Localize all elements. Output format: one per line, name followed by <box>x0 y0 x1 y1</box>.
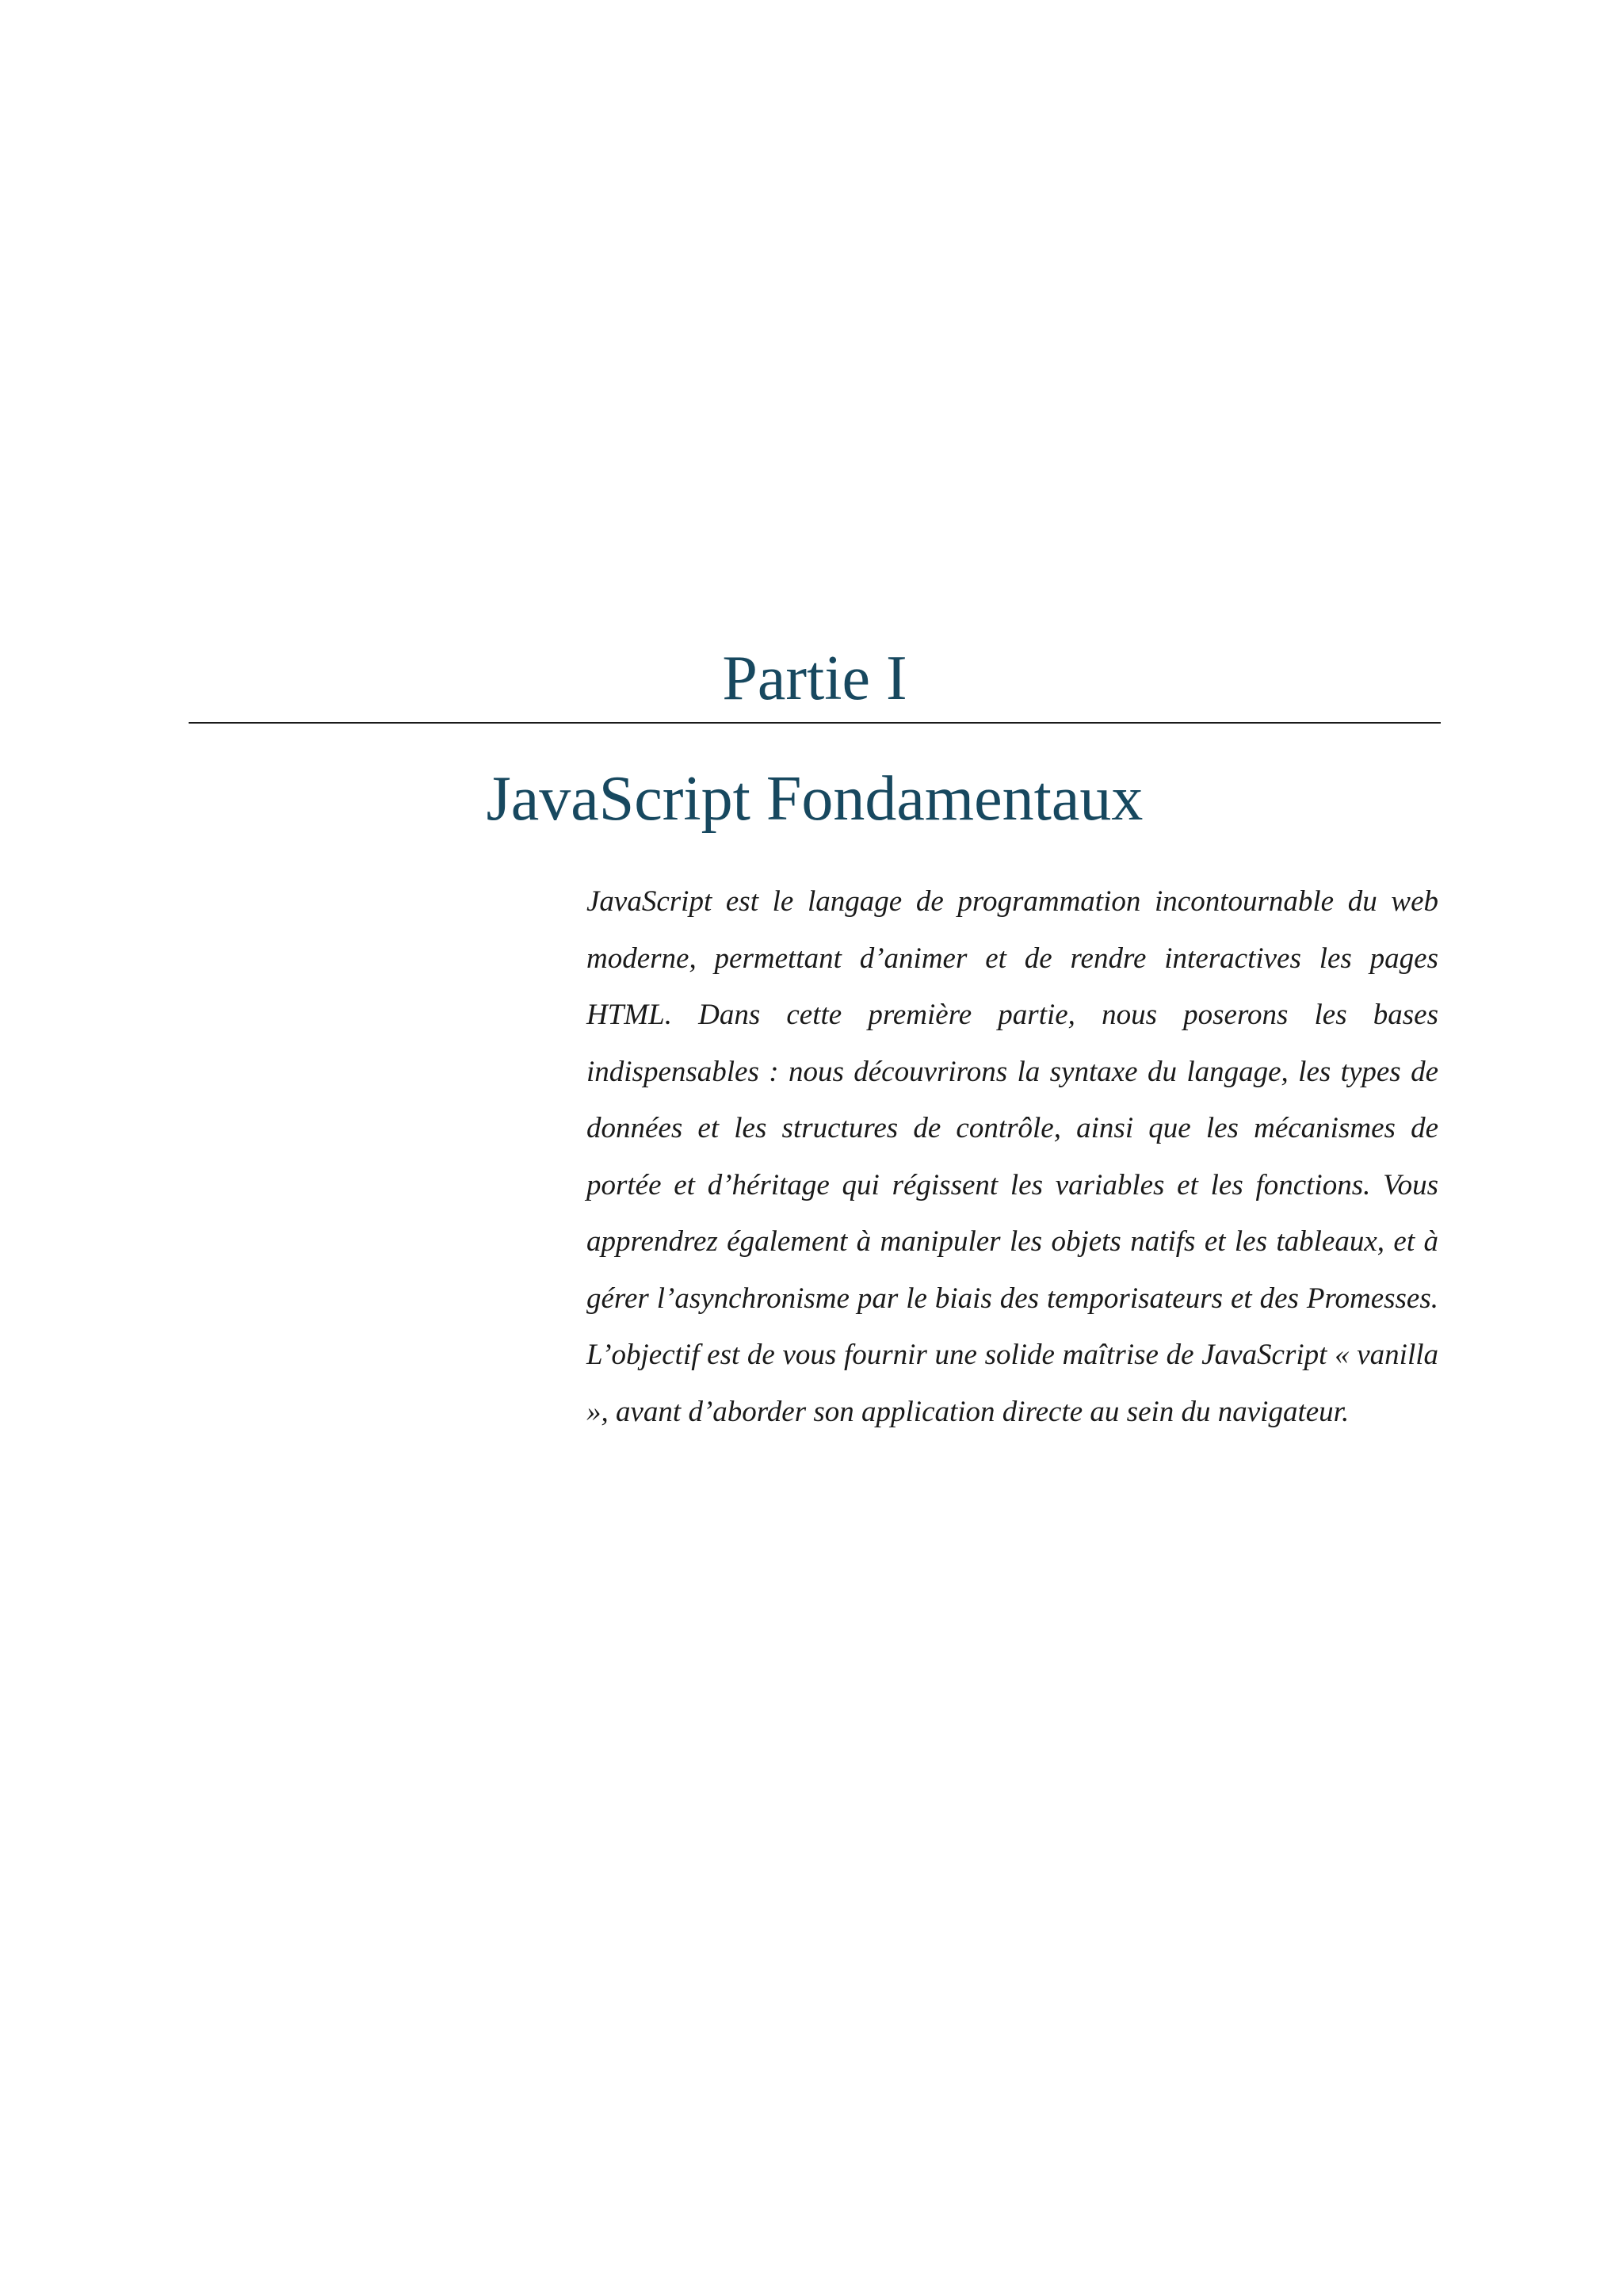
part-title-heading: JavaScript Fondamentaux <box>486 764 1144 834</box>
heading-divider <box>189 722 1441 724</box>
intro-paragraph: JavaScript est le langage de programmation incontournable du web moderne, permettant d’animer et de rendre interactives les pages HTML. Dans cette première partie, nous poserons les bases indispensables : nous découvrirons la syntaxe du langage, les types de données et les structures de contrôle, ainsi que les mécanismes de portée et d’héritage qui régissent les variables et les fonctions. Vous apprendrez également à manipuler les objets natifs et les tableaux, et à gérer l’asynchronisme par le biais des temporisateurs et des Promesses. L’objectif est de vous fournir une solide maîtrise de JavaScript « vanilla », avant d’aborder son application directe au sein du navigateur. <box>586 885 1438 1428</box>
part-number-heading: Partie I <box>722 644 907 713</box>
